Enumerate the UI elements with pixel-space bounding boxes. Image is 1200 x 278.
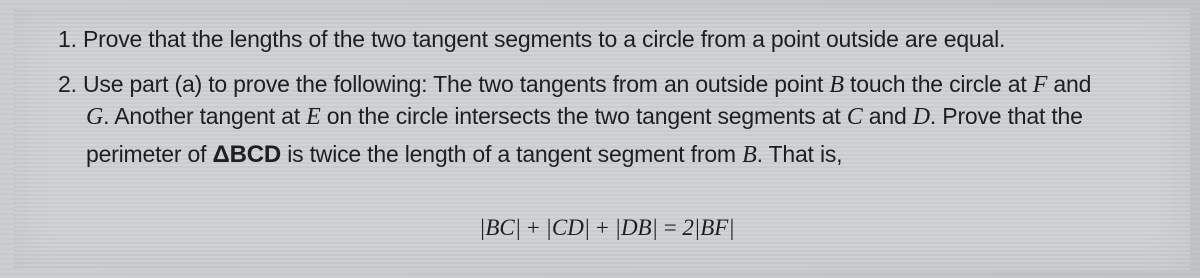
var-b-2: B	[742, 142, 757, 168]
equation-rhs: 2|BF|	[682, 215, 735, 240]
item-1-text: Prove that the lengths of the two tangent segments to a circle from a point outside are equal.	[83, 26, 1006, 52]
item-2-text-c: perimeter of	[86, 141, 207, 167]
item-2-text-c-end: is twice the length of a tangent segment from	[287, 141, 736, 167]
var-d: D	[912, 104, 930, 130]
item-2-text-b: . Another tangent at	[103, 103, 300, 129]
problem-item-2-line-1	[58, 71, 1091, 99]
item-2-text-c-tail: . That is,	[756, 141, 843, 167]
problem-panel	[14, 8, 1190, 270]
var-g: G	[86, 104, 104, 130]
item-1-number: 1.	[58, 26, 77, 52]
var-f: F	[1032, 72, 1048, 98]
problem-item-2-line-3	[86, 141, 842, 169]
equation-term-db: |DB|	[614, 215, 658, 240]
item-2-text-b-and: and	[868, 103, 907, 129]
equation-plus-2: +	[595, 215, 609, 240]
equation-equals: =	[663, 215, 677, 240]
item-2-number: 2.	[58, 71, 77, 97]
item-2-text-a: Use part (a) to prove the following: The two tangents from an outside point	[83, 71, 824, 97]
item-2-text-a-end: touch the circle at	[850, 71, 1027, 97]
item-2-text-a-tail: and	[1053, 71, 1092, 97]
var-b: B	[829, 72, 844, 98]
item-2-text-b-mid: on the circle intersects the two tangent segments at	[326, 103, 841, 129]
triangle-label: ΔBCD	[212, 141, 281, 168]
problem-item-2-line-2	[86, 103, 1083, 131]
perimeter-equation	[479, 215, 735, 241]
problem-item-1	[58, 26, 1005, 53]
var-e: E	[306, 104, 321, 130]
equation-plus-1: +	[526, 215, 540, 240]
equation-term-cd: |CD|	[545, 215, 591, 240]
equation-term-bc: |BC|	[479, 215, 522, 240]
item-2-text-b-end: . Prove that the	[929, 103, 1083, 129]
var-c: C	[846, 104, 863, 130]
